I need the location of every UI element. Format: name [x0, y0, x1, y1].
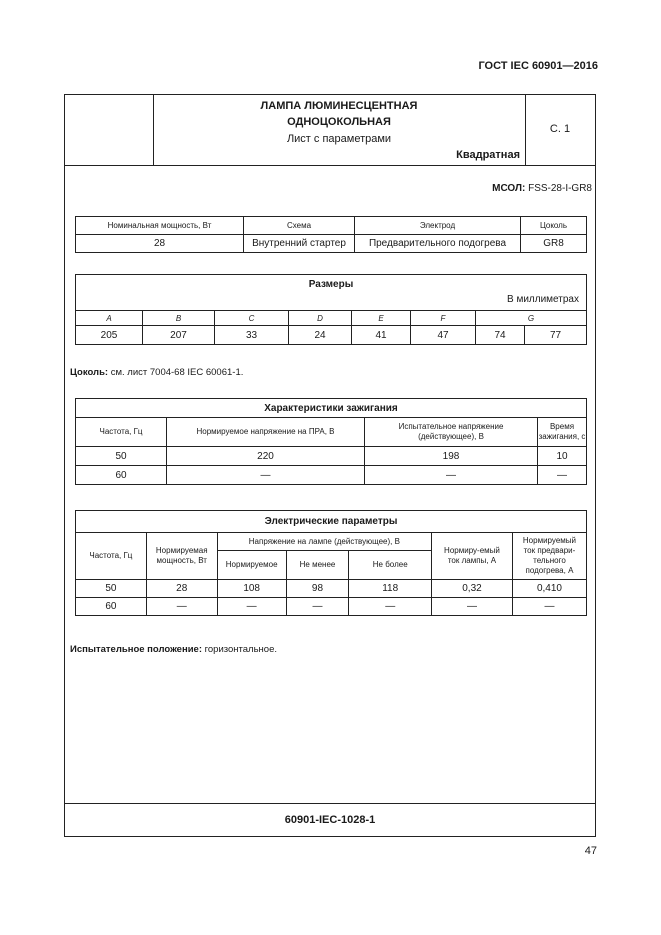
shape-label: Квадратная — [456, 149, 520, 161]
dimensions-unit: В миллиметрах — [507, 294, 579, 305]
general-cell: Предварительного подогрева — [355, 235, 521, 253]
mcol-value: FSS-28-I-GR8 — [528, 183, 592, 194]
dimension-header: E — [352, 311, 411, 326]
electrical-header: Нормируемая мощность, Вт — [146, 533, 217, 580]
ignition-header: Нормируемое напряжение на ПРА, В — [167, 418, 365, 447]
header-divider — [65, 165, 595, 166]
electrical-header: Не менее — [286, 551, 349, 580]
general-cell: Внутренний стартер — [244, 235, 355, 253]
title-line-1: ЛАМПА ЛЮМИНЕСЦЕНТНАЯ — [260, 100, 418, 112]
electrical-caption: Электрические параметры — [76, 511, 587, 533]
dimension-value: 207 — [143, 326, 215, 345]
electrical-cell: 0,32 — [432, 580, 513, 598]
title-line-2: ОДНОЦОКОЛЬНАЯ — [287, 116, 391, 128]
general-header: Схема — [244, 217, 355, 235]
general-table — [75, 216, 587, 253]
electrical-header: Напряжение на лампе (действующее), В — [217, 533, 431, 551]
ignition-cell: — — [365, 466, 538, 485]
ignition-cell: — — [538, 466, 587, 485]
ignition-header: Частота, Гц — [76, 418, 167, 447]
electrical-cell: 60 — [76, 598, 147, 616]
dimensions-caption: Размеры — [308, 279, 354, 290]
subtitle: Лист с параметрами — [286, 133, 392, 145]
ignition-cell: — — [167, 466, 365, 485]
test-position-text: горизонтальное. — [204, 644, 278, 655]
mcol-line — [0, 183, 592, 194]
electrical-cell: — — [286, 598, 349, 616]
electrical-header: Нормируемый ток предвари-тельного подогрева, А — [512, 533, 586, 580]
ignition-cell: 198 — [365, 447, 538, 466]
electrical-cell: 28 — [146, 580, 217, 598]
standard-number: ГОСТ IEC 60901—2016 — [478, 60, 598, 72]
mcol-label: МСОЛ: — [492, 183, 526, 194]
ignition-cell: 220 — [167, 447, 365, 466]
dimension-value: 47 — [411, 326, 476, 345]
ignition-header: Время зажигания, с — [538, 418, 587, 447]
ignition-cell: 50 — [76, 447, 167, 466]
electrical-cell: 118 — [349, 580, 432, 598]
dimension-value: 77 — [525, 326, 587, 345]
test-position-label: Испытательное положение: — [70, 644, 202, 655]
electrical-header: Не более — [349, 551, 432, 580]
general-cell: GR8 — [521, 235, 587, 253]
dimension-header: F — [411, 311, 476, 326]
dimension-header: C — [215, 311, 289, 326]
electrical-cell: — — [349, 598, 432, 616]
ignition-cell: 60 — [76, 466, 167, 485]
dimension-value: 33 — [215, 326, 289, 345]
dimension-header: D — [289, 311, 352, 326]
electrical-cell: 108 — [217, 580, 286, 598]
electrical-header: Частота, Гц — [76, 533, 147, 580]
electrical-header: Нормиру-емый ток лампы, А — [432, 533, 513, 580]
electrical-cell: 50 — [76, 580, 147, 598]
electrical-cell: 98 — [286, 580, 349, 598]
footer-code: 60901-IEC-1028-1 — [284, 814, 376, 826]
electrical-cell: — — [217, 598, 286, 616]
dimension-header: B — [143, 311, 215, 326]
dimension-value: 205 — [76, 326, 143, 345]
dimensions-table — [75, 274, 587, 345]
general-cell: 28 — [76, 235, 244, 253]
test-position-note — [70, 644, 277, 655]
electrical-cell: 0,410 — [512, 580, 586, 598]
electrical-cell: — — [432, 598, 513, 616]
general-header: Цоколь — [521, 217, 587, 235]
page-number: 47 — [584, 845, 597, 857]
electrical-cell: — — [512, 598, 586, 616]
sheet-number: С. 1 — [549, 123, 571, 135]
electrical-table — [75, 510, 587, 616]
dimension-header: A — [76, 311, 143, 326]
cap-note — [70, 367, 243, 378]
electrical-header: Нормируемое — [217, 551, 286, 580]
electrical-cell: — — [146, 598, 217, 616]
dimension-header: G — [476, 311, 587, 326]
dimension-value: 74 — [476, 326, 525, 345]
dimension-value: 41 — [352, 326, 411, 345]
dimension-value: 24 — [289, 326, 352, 345]
general-header: Электрод — [355, 217, 521, 235]
cap-note-label: Цоколь: — [70, 367, 109, 378]
dimensions-caption-cell — [76, 275, 587, 311]
ignition-caption: Характеристики зажигания — [76, 399, 587, 418]
ignition-cell: 10 — [538, 447, 587, 466]
footer-divider — [65, 803, 595, 804]
ignition-header: Испытательное напряжение (действующее), В — [365, 418, 538, 447]
general-header: Номинальная мощность, Вт — [76, 217, 244, 235]
ignition-table — [75, 398, 587, 485]
cap-note-text: см. лист 7004-68 IEC 60061-1. — [110, 367, 244, 378]
